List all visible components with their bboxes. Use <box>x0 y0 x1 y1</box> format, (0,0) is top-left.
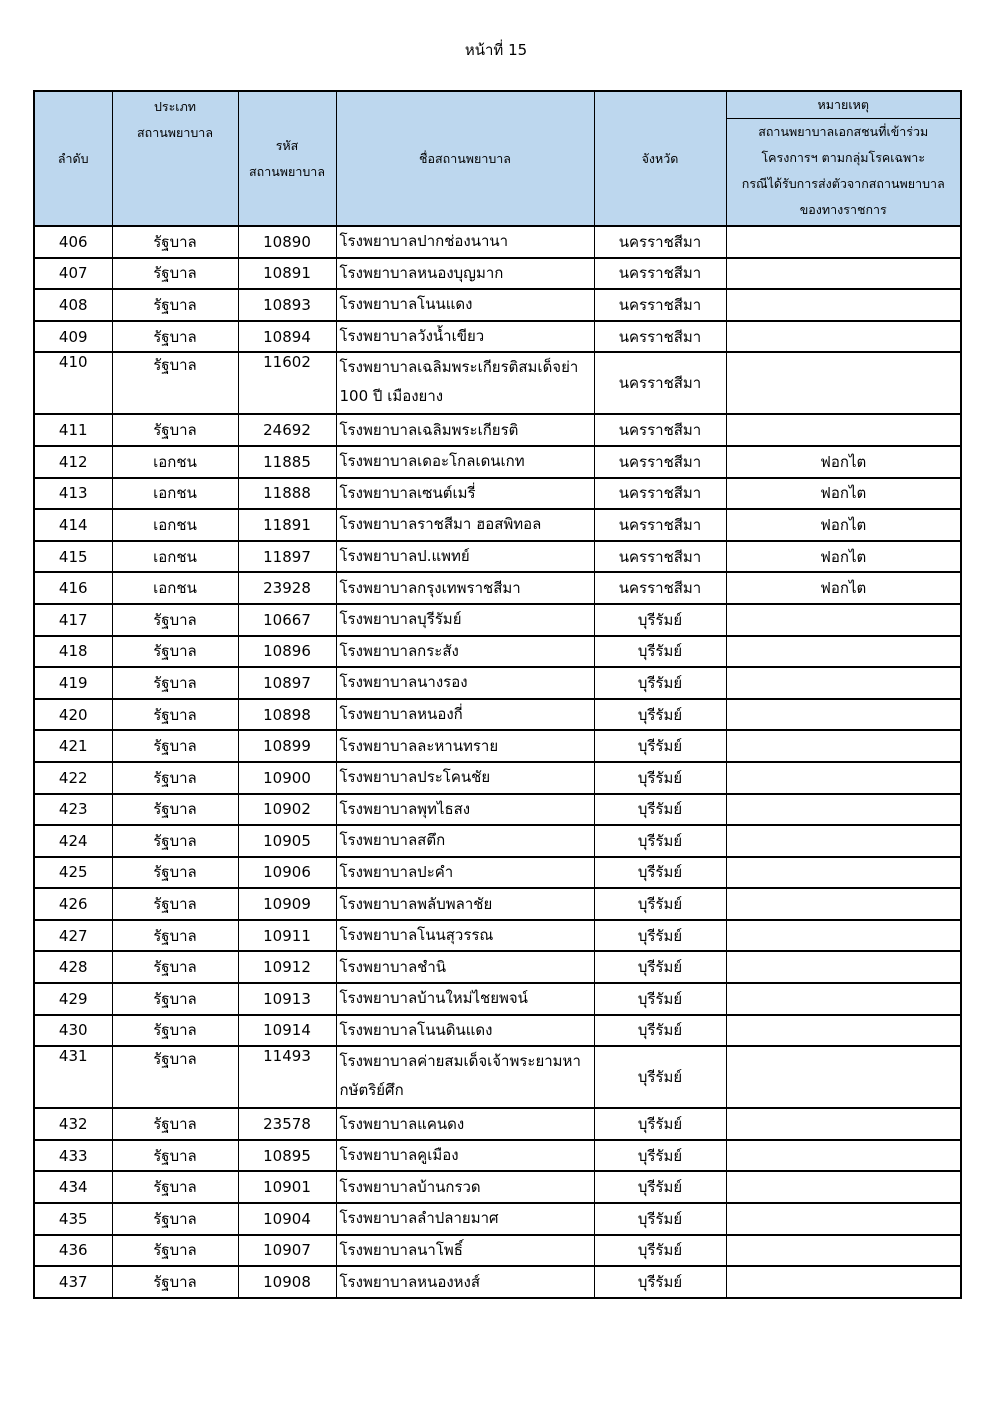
row-province: บุรีรัมย์ <box>594 699 726 731</box>
row-remark <box>726 321 961 353</box>
table-header <box>34 91 961 226</box>
row-type: เอกชน <box>112 572 238 604</box>
table-row <box>34 1171 961 1203</box>
row-type: รัฐบาล <box>112 762 238 794</box>
table-row <box>34 825 961 857</box>
row-code: 10897 <box>238 667 336 699</box>
row-code: 10906 <box>238 857 336 889</box>
row-code: 10898 <box>238 699 336 731</box>
table-row <box>34 636 961 668</box>
row-number: 433 <box>34 1140 112 1172</box>
row-name: โรงพยาบาลนางรอง <box>336 667 594 699</box>
row-name: โรงพยาบาลคูเมือง <box>336 1140 594 1172</box>
row-remark <box>726 1266 961 1298</box>
row-province: นครราชสีมา <box>594 258 726 290</box>
row-code: 11891 <box>238 509 336 541</box>
row-number: 431 <box>34 1046 112 1108</box>
page-number-header: หน้าที่ 15 <box>464 41 528 59</box>
table-row <box>34 258 961 290</box>
row-remark: ฟอกไต <box>726 572 961 604</box>
row-province: บุรีรัมย์ <box>594 604 726 636</box>
row-number: 417 <box>34 604 112 636</box>
row-type: รัฐบาล <box>112 888 238 920</box>
row-type: รัฐบาล <box>112 321 238 353</box>
table-row <box>34 1108 961 1140</box>
row-number: 415 <box>34 541 112 573</box>
row-name: โรงพยาบาลหนองบุญมาก <box>336 258 594 290</box>
row-province: บุรีรัมย์ <box>594 920 726 952</box>
row-type: รัฐบาล <box>112 951 238 983</box>
row-code: 10907 <box>238 1235 336 1267</box>
row-remark <box>726 226 961 258</box>
row-type: รัฐบาล <box>112 636 238 668</box>
row-name: โรงพยาบาลนาโพธิ์ <box>336 1235 594 1267</box>
row-code: 10893 <box>238 289 336 321</box>
table-row <box>34 730 961 762</box>
row-code: 10904 <box>238 1203 336 1235</box>
row-province: นครราชสีมา <box>594 352 726 414</box>
row-code: 10912 <box>238 951 336 983</box>
row-name: โรงพยาบาลค่ายสมเด็จเจ้าพระยามหากษัตริย์ศึก <box>336 1046 594 1108</box>
table-row <box>34 888 961 920</box>
row-remark <box>726 857 961 889</box>
row-code: 11885 <box>238 446 336 478</box>
row-remark <box>726 604 961 636</box>
row-province: บุรีรัมย์ <box>594 762 726 794</box>
row-type: รัฐบาล <box>112 414 238 446</box>
row-type: รัฐบาล <box>112 1235 238 1267</box>
row-province: บุรีรัมย์ <box>594 730 726 762</box>
row-number: 412 <box>34 446 112 478</box>
table-row <box>34 667 961 699</box>
row-province: บุรีรัมย์ <box>594 888 726 920</box>
row-number: 409 <box>34 321 112 353</box>
row-name: โรงพยาบาลบ้านกรวด <box>336 1171 594 1203</box>
row-remark <box>726 699 961 731</box>
row-province: นครราชสีมา <box>594 446 726 478</box>
row-name: โรงพยาบาลพลับพลาชัย <box>336 888 594 920</box>
header-province: จังหวัด <box>594 91 726 226</box>
row-code: 10896 <box>238 636 336 668</box>
table-row <box>34 478 961 510</box>
row-remark <box>726 730 961 762</box>
row-number: 430 <box>34 1015 112 1047</box>
row-remark <box>726 920 961 952</box>
row-type: รัฐบาล <box>112 604 238 636</box>
row-remark: ฟอกไต <box>726 541 961 573</box>
table-row <box>34 983 961 1015</box>
row-number: 410 <box>34 352 112 414</box>
row-name: โรงพยาบาลเฉลิมพระเกียรติ <box>336 414 594 446</box>
row-province: บุรีรัมย์ <box>594 951 726 983</box>
row-number: 434 <box>34 1171 112 1203</box>
row-remark <box>726 825 961 857</box>
row-number: 425 <box>34 857 112 889</box>
row-type: รัฐบาล <box>112 667 238 699</box>
row-number: 432 <box>34 1108 112 1140</box>
row-province: นครราชสีมา <box>594 226 726 258</box>
table-row <box>34 289 961 321</box>
row-code: 10908 <box>238 1266 336 1298</box>
row-code: 10902 <box>238 794 336 826</box>
row-type: เอกชน <box>112 541 238 573</box>
row-code: 10900 <box>238 762 336 794</box>
row-province: บุรีรัมย์ <box>594 825 726 857</box>
row-number: 422 <box>34 762 112 794</box>
row-number: 437 <box>34 1266 112 1298</box>
row-province: บุรีรัมย์ <box>594 1203 726 1235</box>
row-name: โรงพยาบาลเดอะโกลเดนเกท <box>336 446 594 478</box>
row-name: โรงพยาบาลละหานทราย <box>336 730 594 762</box>
row-type: รัฐบาล <box>112 825 238 857</box>
row-number: 428 <box>34 951 112 983</box>
header-remark-description: สถานพยาบาลเอกสชนที่เข้าร่วม โครงการฯ ตามกลุ่มโรคเฉพาะ กรณีได้รับการส่งตัวจากสถานพยาบาล ของทางราชการ <box>726 119 961 227</box>
row-type: รัฐบาล <box>112 1108 238 1140</box>
row-number: 423 <box>34 794 112 826</box>
table-row <box>34 951 961 983</box>
row-remark <box>726 1015 961 1047</box>
header-name: ชื่อสถานพยาบาล <box>336 91 594 226</box>
row-remark <box>726 1108 961 1140</box>
row-remark <box>726 667 961 699</box>
row-code: 10899 <box>238 730 336 762</box>
row-type: รัฐบาล <box>112 258 238 290</box>
row-name: โรงพยาบาลราชสีมา ฮอสพิทอล <box>336 509 594 541</box>
row-remark <box>726 1046 961 1108</box>
row-name: โรงพยาบาลวังน้ำเขียว <box>336 321 594 353</box>
table-row <box>34 1235 961 1267</box>
row-number: 419 <box>34 667 112 699</box>
row-name: โรงพยาบาลพุทไธสง <box>336 794 594 826</box>
row-remark <box>726 289 961 321</box>
row-type: รัฐบาล <box>112 1046 238 1108</box>
row-code: 10667 <box>238 604 336 636</box>
row-number: 416 <box>34 572 112 604</box>
row-number: 427 <box>34 920 112 952</box>
row-name: โรงพยาบาลแคนดง <box>336 1108 594 1140</box>
row-province: บุรีรัมย์ <box>594 636 726 668</box>
row-name: โรงพยาบาลสตึก <box>336 825 594 857</box>
row-type: รัฐบาล <box>112 1171 238 1203</box>
row-remark <box>726 636 961 668</box>
row-type: รัฐบาล <box>112 730 238 762</box>
row-number: 413 <box>34 478 112 510</box>
row-type: รัฐบาล <box>112 352 238 414</box>
row-code: 10894 <box>238 321 336 353</box>
table-row <box>34 857 961 889</box>
row-province: บุรีรัมย์ <box>594 1140 726 1172</box>
row-code: 11897 <box>238 541 336 573</box>
row-province: บุรีรัมย์ <box>594 794 726 826</box>
table-row <box>34 226 961 258</box>
table-row <box>34 446 961 478</box>
row-number: 420 <box>34 699 112 731</box>
row-number: 429 <box>34 983 112 1015</box>
row-name: โรงพยาบาลป.แพทย์ <box>336 541 594 573</box>
row-name: โรงพยาบาลโนนสุวรรณ <box>336 920 594 952</box>
table-row <box>34 541 961 573</box>
table-row <box>34 352 961 414</box>
row-remark <box>726 258 961 290</box>
row-code: 23928 <box>238 572 336 604</box>
row-province: นครราชสีมา <box>594 509 726 541</box>
row-code: 10891 <box>238 258 336 290</box>
row-type: รัฐบาล <box>112 1266 238 1298</box>
row-remark <box>726 951 961 983</box>
row-name: โรงพยาบาลชำนิ <box>336 951 594 983</box>
row-number: 407 <box>34 258 112 290</box>
row-province: นครราชสีมา <box>594 541 726 573</box>
row-remark <box>726 352 961 414</box>
row-province: บุรีรัมย์ <box>594 1266 726 1298</box>
row-remark <box>726 888 961 920</box>
row-type: รัฐบาล <box>112 857 238 889</box>
row-name: โรงพยาบาลบุรีรัมย์ <box>336 604 594 636</box>
row-type: เอกชน <box>112 446 238 478</box>
table-row <box>34 414 961 446</box>
row-number: 436 <box>34 1235 112 1267</box>
row-remark: ฟอกไต <box>726 509 961 541</box>
row-remark <box>726 983 961 1015</box>
row-name: โรงพยาบาลโนนแดง <box>336 289 594 321</box>
row-remark: ฟอกไต <box>726 446 961 478</box>
row-name: โรงพยาบาลโนนดินแดง <box>336 1015 594 1047</box>
row-number: 418 <box>34 636 112 668</box>
header-code: รหัส สถานพยาบาล <box>238 91 336 226</box>
row-remark <box>726 1171 961 1203</box>
row-name: โรงพยาบาลกระสัง <box>336 636 594 668</box>
row-remark <box>726 794 961 826</box>
row-type: รัฐบาล <box>112 226 238 258</box>
row-number: 414 <box>34 509 112 541</box>
row-remark <box>726 1140 961 1172</box>
row-name: โรงพยาบาลหนองหงส์ <box>336 1266 594 1298</box>
row-name: โรงพยาบาลหนองกี่ <box>336 699 594 731</box>
table-row <box>34 572 961 604</box>
row-province: บุรีรัมย์ <box>594 1046 726 1108</box>
row-province: บุรีรัมย์ <box>594 667 726 699</box>
table-row <box>34 1140 961 1172</box>
header-type: ประเภท สถานพยาบาล <box>112 91 238 226</box>
row-province: นครราชสีมา <box>594 321 726 353</box>
row-name: โรงพยาบาลประโคนชัย <box>336 762 594 794</box>
row-type: รัฐบาล <box>112 699 238 731</box>
row-type: รัฐบาล <box>112 920 238 952</box>
row-province: บุรีรัมย์ <box>594 1235 726 1267</box>
header-remark: หมายเหตุ <box>726 91 961 119</box>
row-province: บุรีรัมย์ <box>594 983 726 1015</box>
hospital-list-table <box>33 90 962 1299</box>
row-province: บุรีรัมย์ <box>594 857 726 889</box>
row-province: บุรีรัมย์ <box>594 1171 726 1203</box>
row-province: นครราชสีมา <box>594 478 726 510</box>
row-code: 10909 <box>238 888 336 920</box>
row-type: เอกชน <box>112 509 238 541</box>
row-type: รัฐบาล <box>112 1015 238 1047</box>
table-row <box>34 762 961 794</box>
row-code: 23578 <box>238 1108 336 1140</box>
row-type: รัฐบาล <box>112 983 238 1015</box>
row-province: นครราชสีมา <box>594 414 726 446</box>
row-number: 421 <box>34 730 112 762</box>
table-row <box>34 1203 961 1235</box>
row-name: โรงพยาบาลลำปลายมาศ <box>336 1203 594 1235</box>
row-province: บุรีรัมย์ <box>594 1015 726 1047</box>
row-remark <box>726 1203 961 1235</box>
row-code: 10914 <box>238 1015 336 1047</box>
row-type: รัฐบาล <box>112 1140 238 1172</box>
row-code: 10905 <box>238 825 336 857</box>
row-number: 426 <box>34 888 112 920</box>
row-number: 408 <box>34 289 112 321</box>
row-type: รัฐบาล <box>112 794 238 826</box>
table-body <box>34 226 961 1298</box>
table-row <box>34 509 961 541</box>
row-remark: ฟอกไต <box>726 478 961 510</box>
row-code: 24692 <box>238 414 336 446</box>
row-type: รัฐบาล <box>112 1203 238 1235</box>
row-name: โรงพยาบาลปะคำ <box>336 857 594 889</box>
row-code: 10911 <box>238 920 336 952</box>
row-type: เอกชน <box>112 478 238 510</box>
table-row <box>34 1046 961 1108</box>
row-remark <box>726 1235 961 1267</box>
row-name: โรงพยาบาลเซนต์เมรี่ <box>336 478 594 510</box>
row-name: โรงพยาบาลบ้านใหม่ไชยพจน์ <box>336 983 594 1015</box>
header-order: ลำดับ <box>34 91 112 226</box>
row-type: รัฐบาล <box>112 289 238 321</box>
row-number: 411 <box>34 414 112 446</box>
table-row <box>34 794 961 826</box>
row-name: โรงพยาบาลกรุงเทพราชสีมา <box>336 572 594 604</box>
row-code: 11888 <box>238 478 336 510</box>
row-code: 11493 <box>238 1046 336 1108</box>
row-code: 10913 <box>238 983 336 1015</box>
row-code: 10901 <box>238 1171 336 1203</box>
table-row <box>34 1015 961 1047</box>
row-name: โรงพยาบาลปากช่องนานา <box>336 226 594 258</box>
row-remark <box>726 762 961 794</box>
row-number: 424 <box>34 825 112 857</box>
table-row <box>34 920 961 952</box>
row-code: 11602 <box>238 352 336 414</box>
row-province: นครราชสีมา <box>594 572 726 604</box>
row-name: โรงพยาบาลเฉลิมพระเกียรติสมเด็จย่า 100 ปี เมืองยาง <box>336 352 594 414</box>
row-number: 435 <box>34 1203 112 1235</box>
table-row <box>34 604 961 636</box>
table-row <box>34 321 961 353</box>
row-code: 10890 <box>238 226 336 258</box>
table-row <box>34 699 961 731</box>
row-remark <box>726 414 961 446</box>
row-number: 406 <box>34 226 112 258</box>
row-code: 10895 <box>238 1140 336 1172</box>
row-province: นครราชสีมา <box>594 289 726 321</box>
row-province: บุรีรัมย์ <box>594 1108 726 1140</box>
table-row <box>34 1266 961 1298</box>
